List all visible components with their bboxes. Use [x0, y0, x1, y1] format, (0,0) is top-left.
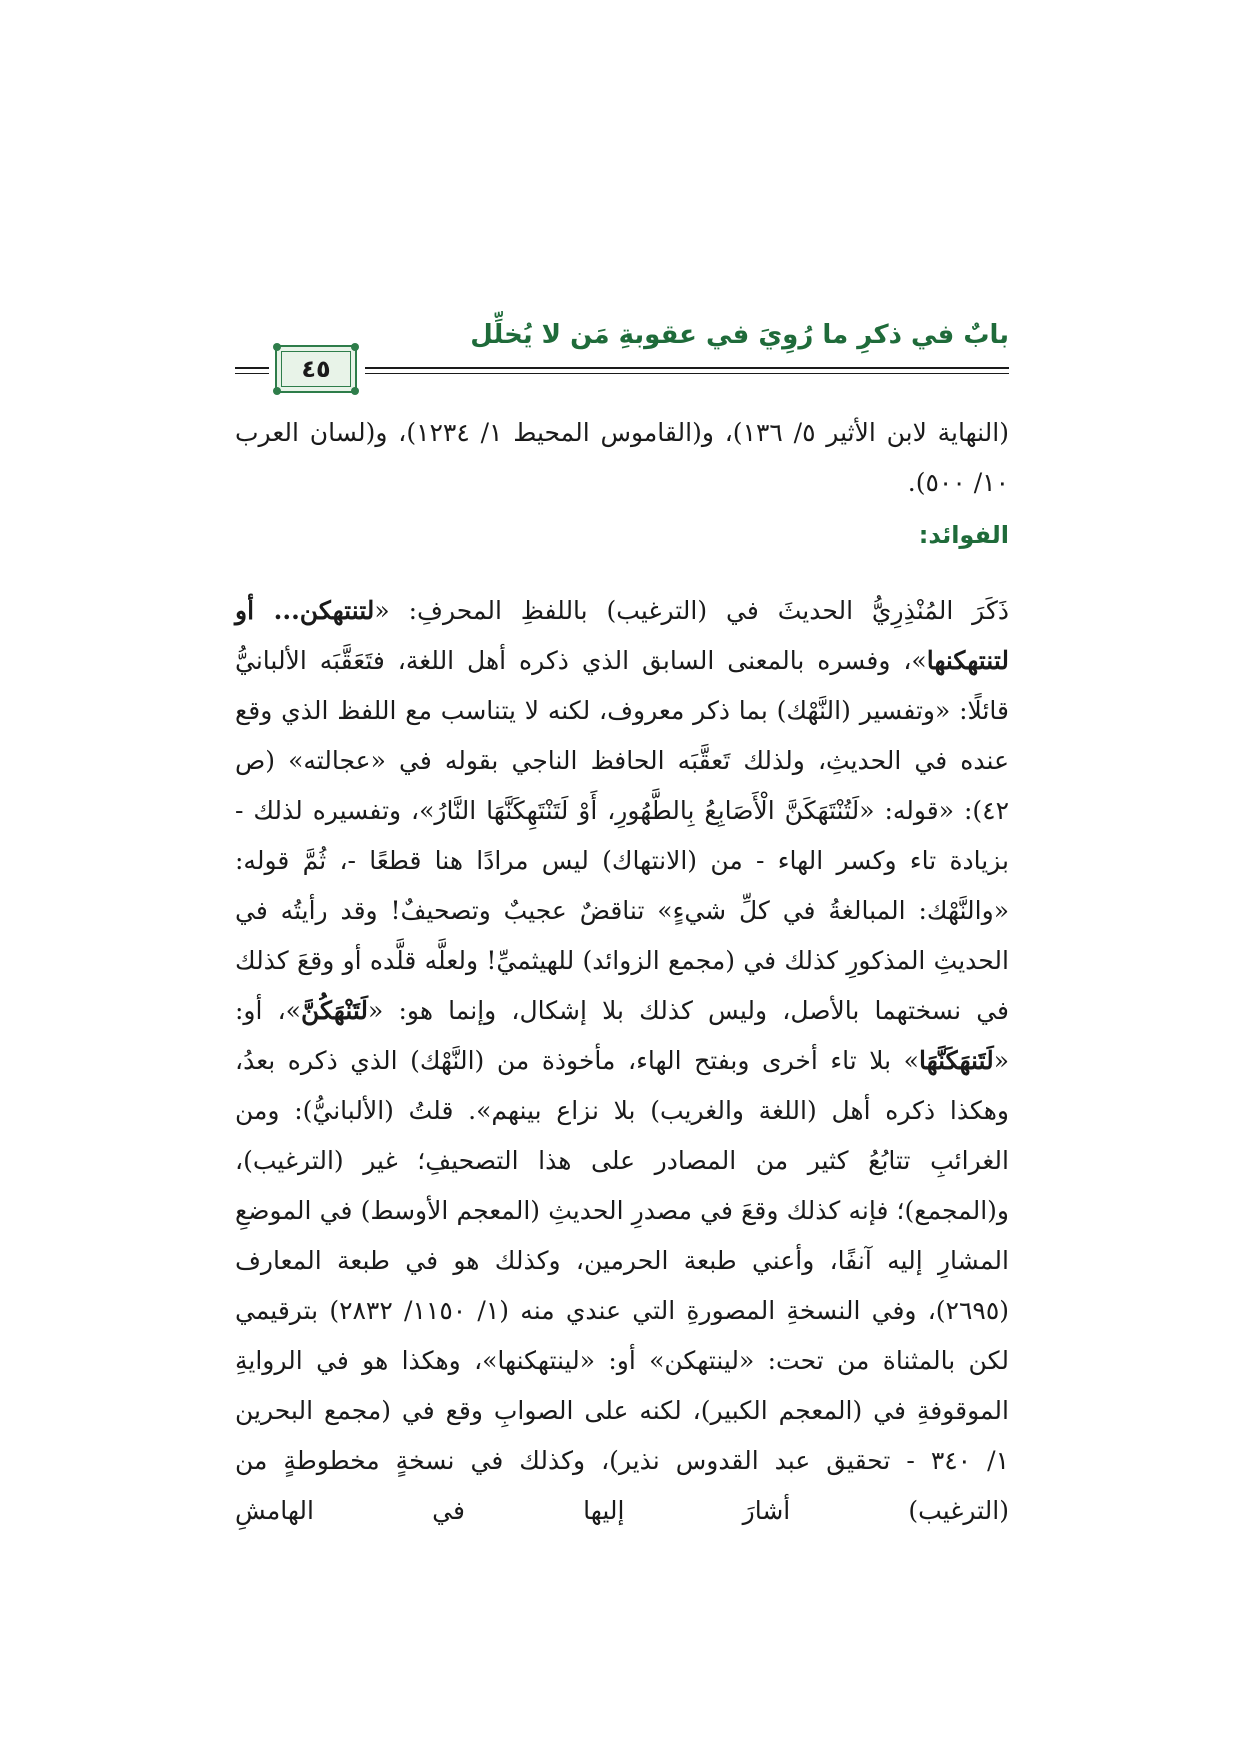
paragraph-text: » بلا تاء أخرى وبفتح الهاء، مأخوذة من (النَّهْك) الذي ذكره بعدُ، وهكذا ذكره أهل (اللغة والغريب) بلا نزاع بينهم». قلتُ (الألبانيُّ): ومن الغرائبِ تتابُعُ كثير من المصادر على هذا التصحيفِ؛ غير (الترغيب)، و(المجمع)؛ فإنه كذلك وقعَ في مصدرِ الحديثِ (المعجم الأوسط) في الموضعِ المشارِ إليه آنفًا، وأعني طبعة الحرمين، وكذلك هو في طبعة المعارف (٢٦٩٥)، وفي النسخةِ المصورةِ التي عندي منه (١/ ١١٥٠/ ٢٨٣٢) بترقيمي لكن بالمثناة من تحت: «لينتهكن» أو: «لينتهكنها»، وهكذا هو في الروايةِ الموقوفةِ في (المعجم الكبير)، لكنه على الصوابِ وقع في (مجمع البحرين ١/ ٣٤٠ - تحقيق عبد القدوس نذير)، وكذلك في نسخةٍ مخطوطةٍ من (الترغيب) أشارَ إليها في الهامشِ [235, 1046, 1010, 1525]
chapter-title: بابٌ في ذكرِ ما رُوِيَ في عقوبةِ مَن لا يُخلِّل [470, 320, 1009, 350]
header-rule-left-thin [235, 373, 269, 374]
highlighted-term: لَتَنْهَكُنَّ [300, 996, 369, 1025]
main-paragraph [235, 586, 1009, 1536]
highlighted-term: لَتَنهَكَنَّهَا [918, 1046, 994, 1075]
page-number: ٤٥ [301, 355, 331, 383]
paragraph-text: ذَكَرَ المُنْذِرِيُّ الحديثَ في (الترغيب) باللفظِ المحرفِ: « [374, 596, 1009, 625]
header-rule-left [235, 367, 269, 369]
page-number-badge [275, 345, 357, 393]
header-rule-thin [365, 373, 1009, 374]
references-paragraph: (النهاية لابن الأثير ٥/ ١٣٦)، و(القاموس المحيط ١/ ١٢٣٤)، و(لسان العرب ١٠/ ٥٠٠). [235, 418, 1009, 497]
header-rule [365, 367, 1009, 369]
ornament-corner-icon [351, 387, 359, 395]
highlighted-term: لتنتهكن... أو لتنتهكنها [235, 596, 1009, 675]
section-heading: الفوائد: [918, 521, 1009, 549]
paragraph-text: »، وفسره بالمعنى السابق الذي ذكره أهل اللغة، فتَعَقَّبَه الألبانيُّ قائلًا: «وتفسير (النَّهْك) بما ذكر معروف، لكنه لا يتناسب مع اللفظ الذي وقع عنده في الحديثِ، ولذلك تَعقَّبَه الحافظ الناجي بقوله في «عجالته» (ص ٤٢): «قوله: «لَتُنْتَهَكَنَّ الْأَصَابِعُ بِالطَّهُورِ، أَوْ لَتَنْتَهِكَنَّهَا النَّارُ»، وتفسيره لذلك - بزيادة تاء وكسر الهاء - من (الانتهاك) ليس مرادًا هنا قطعًا -، ثُمَّ قوله: «والنَّهْك: المبالغةُ في كلِّ شيءٍ» تناقضٌ عجيبٌ وتصحيفٌ! وقد رأيتُه في الحديثِ المذكورِ كذلك في (مجمع الزوائد) للهيثميِّ! ولعلَّه قلَّده أو وقعَ كذلك في نسختهما بالأصل، وليس كذلك بلا إشكال، وإنما هو: « [235, 646, 1009, 1025]
page-header [235, 315, 1009, 395]
ornament-corner-icon [273, 343, 281, 351]
ornament-corner-icon [351, 343, 359, 351]
paragraph-text: »، أو: « [235, 996, 1009, 1075]
ornament-corner-icon [273, 387, 281, 395]
